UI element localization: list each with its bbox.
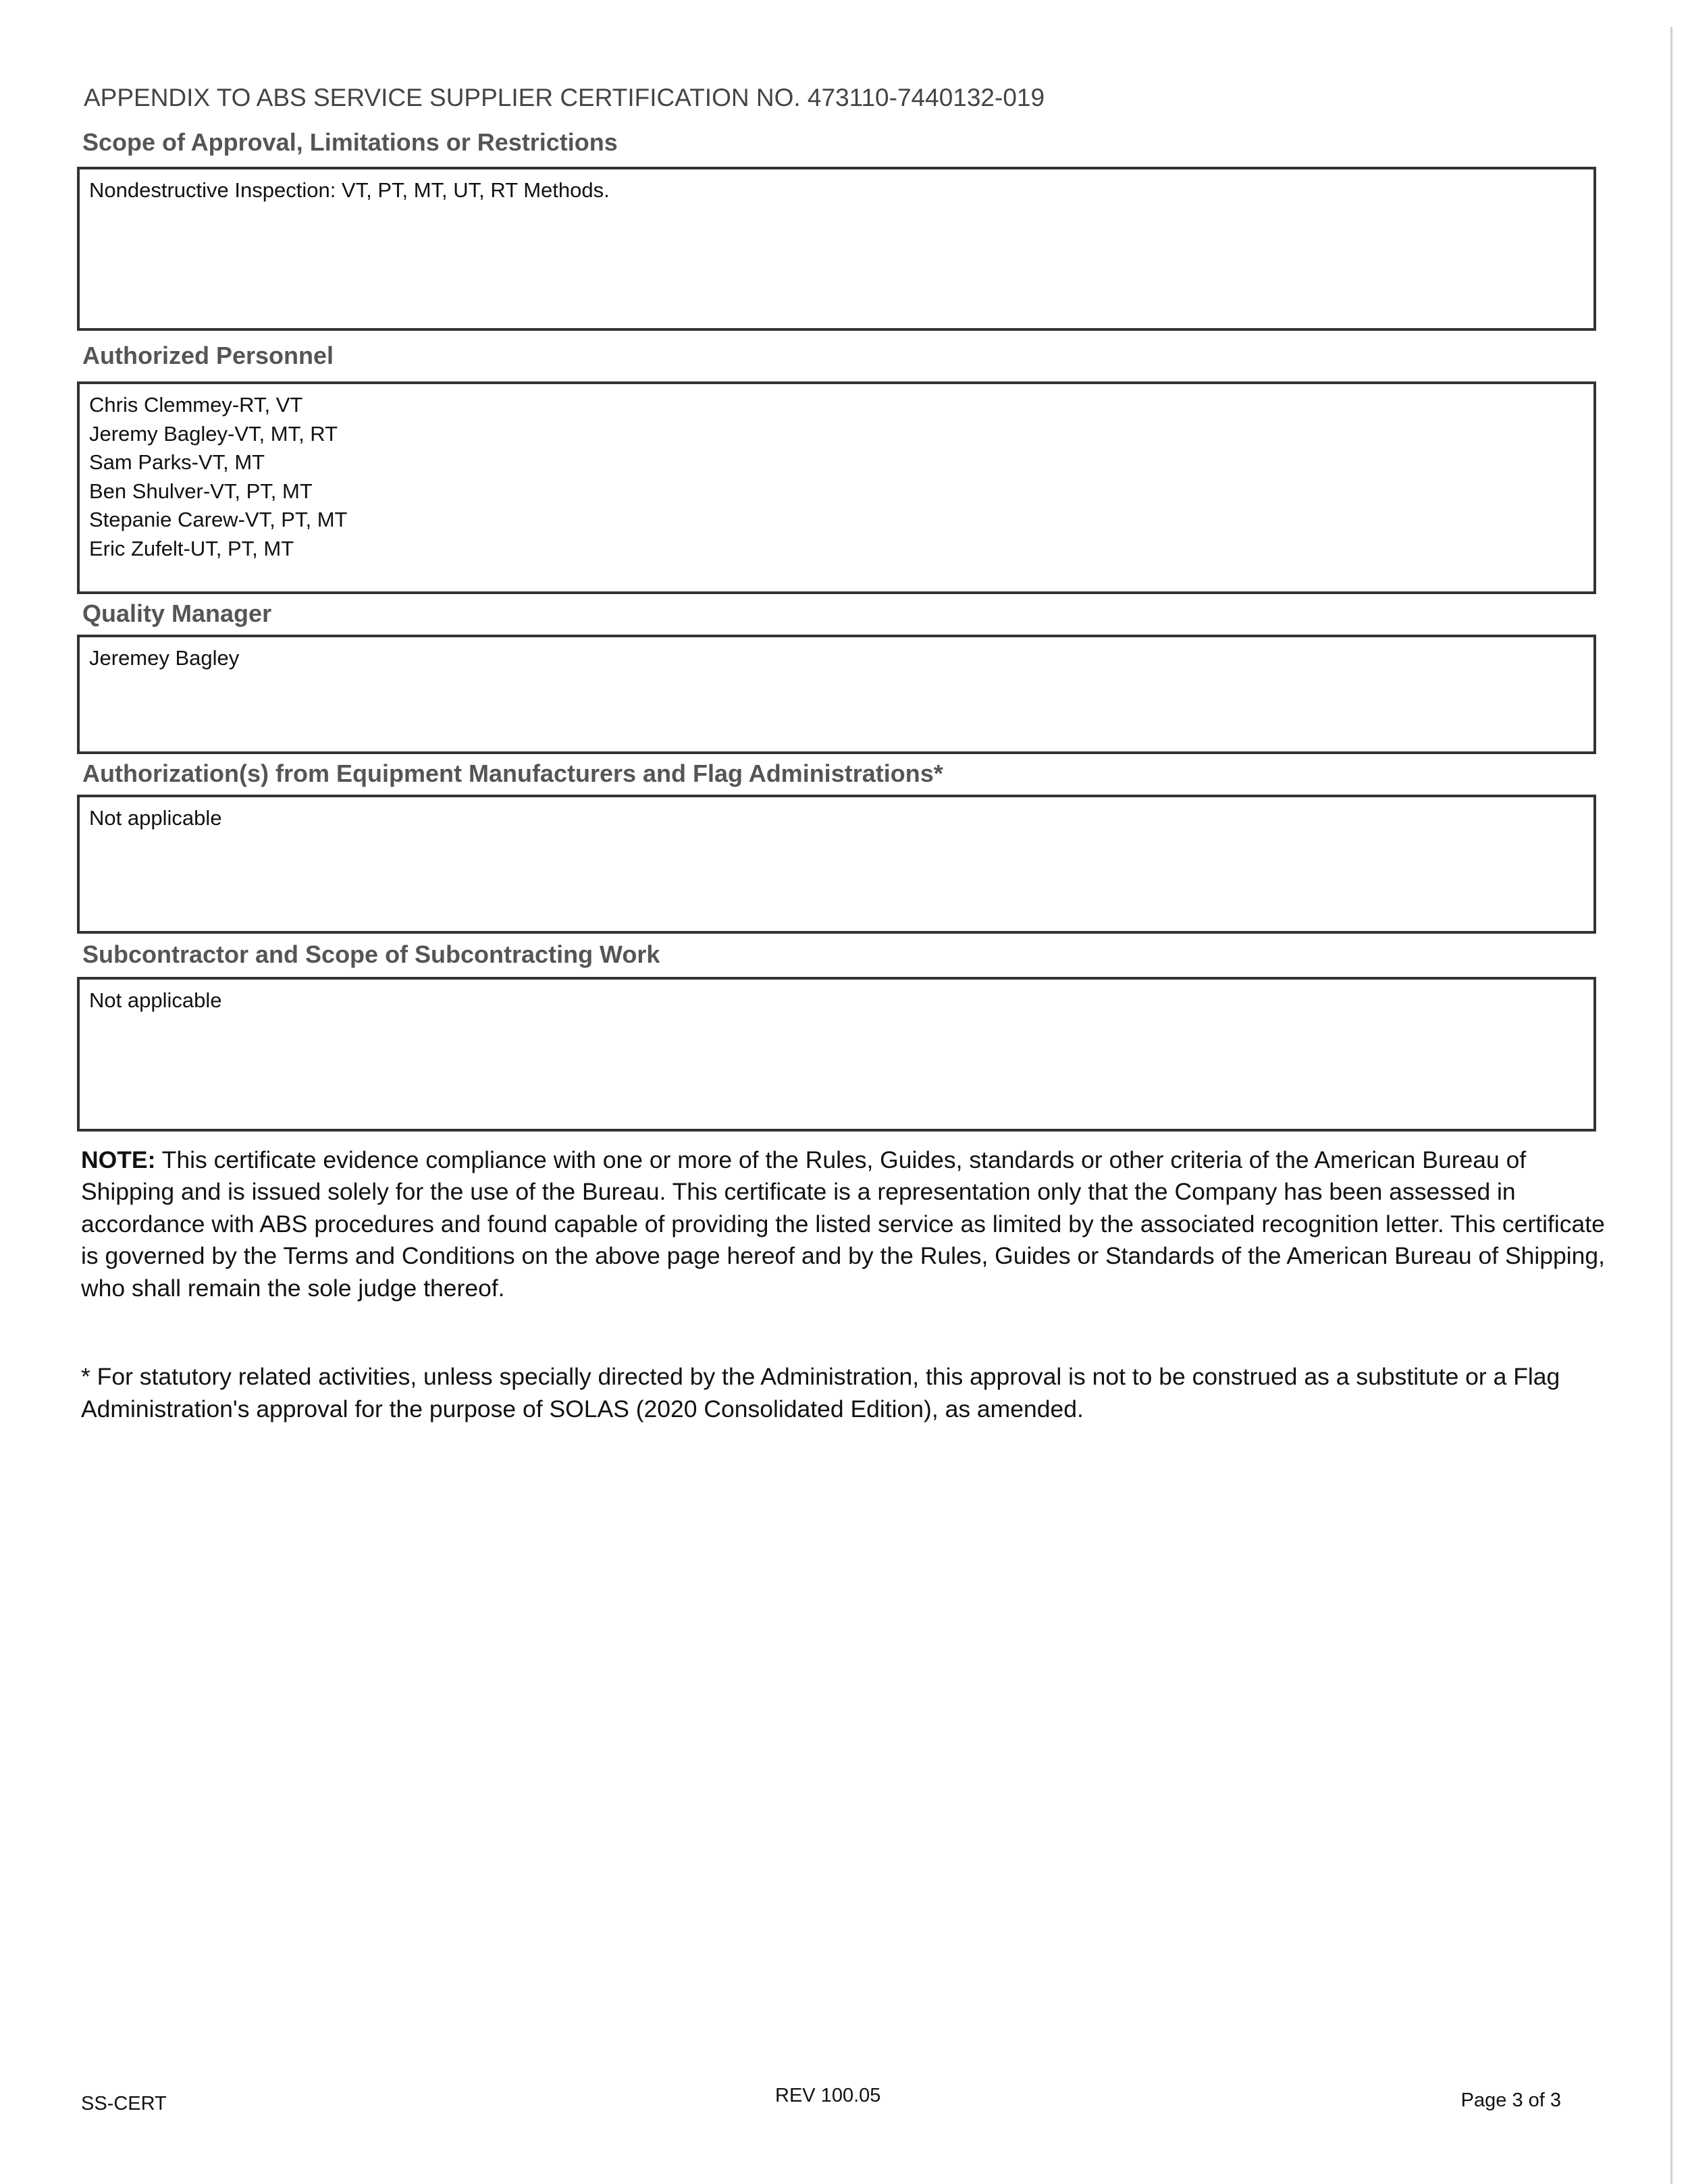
personnel-item: Sam Parks-VT, MT	[89, 450, 265, 474]
footnote: * For statutory related activities, unless specially directed by the Administration, this approval is not to be construed as a substitute or a Flag Administration's approval for the purpose of SOLAS (2020 Consolidated Edition), as amended.	[81, 1363, 1560, 1422]
authorizations-box	[77, 795, 1596, 934]
footer-revision: REV 100.05	[775, 2085, 881, 2106]
subcontractor-value: Not applicable	[89, 988, 222, 1012]
subcontractor-box	[77, 977, 1596, 1131]
scope-box	[77, 167, 1596, 331]
personnel-heading: Authorized Personnel	[82, 342, 334, 369]
scope-heading: Scope of Approval, Limitations or Restrictions	[82, 128, 618, 156]
note-text: This certificate evidence compliance with one or more of the Rules, Guides, standards or other criteria of the American Bureau of Shipping and is issued solely for the use of the Bureau. This certificate is a representation only that the Company has been assessed in accordance with ABS procedures and found capable of providing the listed service as limited by the associated recognition letter. This certificate is governed by the Terms and Conditions on the above page hereof and by the Rules, Guides or Standards of the American Bureau of Shipping, who shall remain the sole judge thereof.	[81, 1146, 1606, 1302]
subcontractor-heading: Subcontractor and Scope of Subcontracting Work	[82, 940, 660, 968]
scope-line: Nondestructive Inspection: VT, PT, MT, UT, RT Methods.	[89, 178, 610, 202]
personnel-item: Chris Clemmey-RT, VT	[89, 393, 303, 417]
authorizations-heading: Authorization(s) from Equipment Manufacturers and Flag Administrations*	[82, 760, 943, 787]
personnel-item: Jeremy Bagley-VT, MT, RT	[89, 421, 338, 446]
quality-manager-box	[77, 635, 1596, 754]
personnel-item: Stepanie Carew-VT, PT, MT	[89, 508, 348, 531]
page-edge-line	[1670, 27, 1672, 2184]
footer-form-code: SS-CERT	[81, 2093, 167, 2114]
quality-manager-heading: Quality Manager	[82, 600, 272, 627]
personnel-item: Eric Zufelt-UT, PT, MT	[89, 536, 294, 560]
footer-page-number: Page 3 of 3	[1460, 2089, 1561, 2111]
personnel-item: Ben Shulver-VT, PT, MT	[89, 479, 313, 503]
personnel-box	[77, 381, 1596, 594]
note-label: NOTE:	[81, 1146, 156, 1173]
note-paragraph	[81, 1144, 1607, 1304]
authorizations-value: Not applicable	[89, 806, 222, 830]
quality-manager-name: Jeremey Bagley	[89, 646, 240, 670]
document-title: APPENDIX TO ABS SERVICE SUPPLIER CERTIFICATION NO. 473110-7440132-019	[84, 84, 1045, 111]
